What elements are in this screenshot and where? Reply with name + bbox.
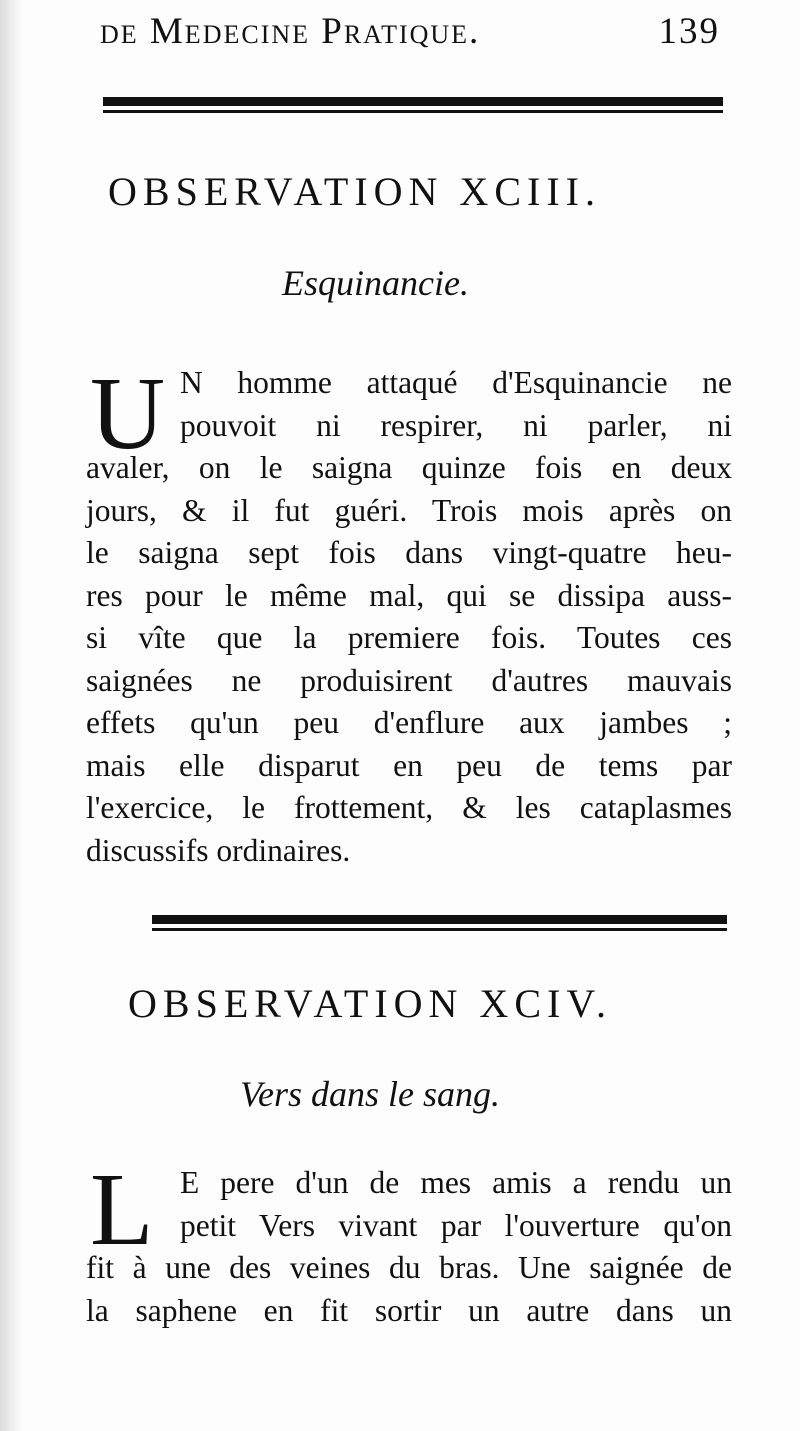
text-line: si vîte que la premiere fois. Toutes ces bbox=[86, 620, 732, 655]
text-line: E pere d'un de mes amis a rendu un bbox=[180, 1165, 732, 1200]
observation-body bbox=[86, 356, 732, 872]
observation-subtitle: Esquinancie. bbox=[282, 263, 469, 303]
text-line: res pour le même mal, qui se dissipa auss- bbox=[86, 577, 732, 613]
running-head-title: de Medecine Pratique. bbox=[100, 11, 481, 52]
running-head bbox=[100, 10, 720, 53]
observation-subtitle: Vers dans le sang. bbox=[240, 1074, 500, 1114]
section-rule bbox=[152, 915, 727, 931]
text-line: effets qu'un peu d'enflure aux jambes ; bbox=[86, 705, 732, 740]
text-line: l'exercice, le frottement, & les cataplasmes bbox=[86, 790, 732, 825]
text-line: jours, & il fut guéri. Trois mois après on bbox=[86, 492, 732, 528]
observation-body bbox=[86, 1152, 732, 1332]
drop-cap: U bbox=[90, 356, 166, 471]
text-line: discussifs ordinaires. bbox=[86, 832, 351, 868]
text-line: le saigna sept fois dans vingt-quatre heu- bbox=[86, 535, 732, 570]
text-line: la saphene en fit sortir un autre dans un bbox=[86, 1292, 732, 1328]
text-line: mais elle disparut en peu de tems par bbox=[86, 747, 732, 783]
header-rule bbox=[103, 97, 723, 113]
observation-title: OBSERVATION XCIII. bbox=[108, 169, 601, 214]
text-line: petit Vers vivant par l'ouverture qu'on bbox=[180, 1207, 732, 1243]
text-line: avaler, on le saigna quinze fois en deux bbox=[86, 450, 732, 485]
text-line: fit à une des veines du bras. Une saignée de bbox=[86, 1250, 732, 1285]
text-line: N homme attaqué d'Esquinancie ne bbox=[180, 365, 732, 400]
drop-cap: L bbox=[90, 1152, 154, 1267]
observation-title: OBSERVATION XCIV. bbox=[128, 981, 613, 1026]
page-number: 139 bbox=[658, 11, 720, 52]
text-line: saignées ne produisirent d'autres mauvais bbox=[86, 662, 732, 698]
text-line: pouvoit ni respirer, ni parler, ni bbox=[180, 407, 732, 443]
